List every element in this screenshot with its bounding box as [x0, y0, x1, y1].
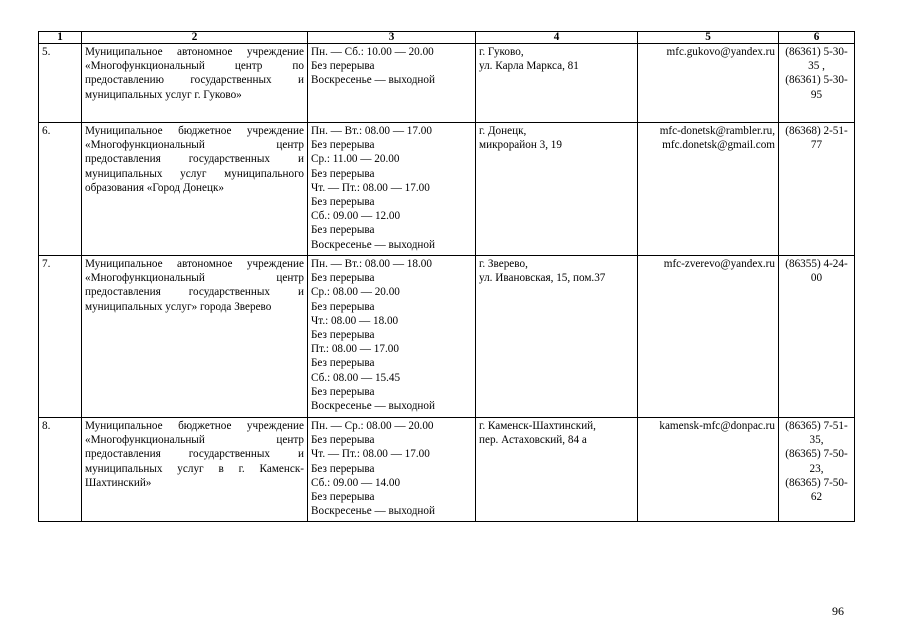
email-cell — [638, 418, 779, 522]
phone-line: (86365) 7-50-23, — [785, 448, 848, 475]
schedule-cell — [308, 418, 476, 522]
column-header: 2 — [82, 32, 308, 44]
schedule-cell — [308, 44, 476, 123]
email-line: mfc-zverevo@yandex.ru — [663, 258, 775, 270]
email-line: mfc.donetsk@gmail.com — [662, 139, 775, 152]
row-number: 5. — [39, 44, 82, 123]
mfc-table — [38, 31, 855, 522]
schedule-line: Чт.: 08.00 — 18.00 — [311, 314, 399, 327]
column-header: 6 — [779, 32, 855, 44]
schedule-line: Воскресенье — выходной — [311, 238, 435, 251]
schedule-line: Ср.: 08.00 — 20.00 — [311, 286, 400, 299]
schedule-line: Пн. — Вт.: 08.00 — 17.00 — [311, 125, 432, 137]
institution-name: Муниципальное автономное учреждение «Многофункциональный центр предоставления государственных и муниципальных услуг» города Зверево — [82, 256, 308, 418]
table-row — [39, 123, 855, 256]
address-cell — [476, 44, 638, 123]
address-cell — [476, 418, 638, 522]
email-line: mfc.gukovo@yandex.ru — [666, 46, 775, 58]
phone-line: (86365) 7-51-35, — [785, 420, 848, 447]
address-line: г. Зверево, — [479, 258, 528, 270]
address-line: пер. Астаховский, 84 а — [479, 434, 587, 447]
email-cell — [638, 44, 779, 123]
address-line: микрорайон 3, 19 — [479, 139, 562, 152]
address-cell — [476, 256, 638, 418]
table-row — [39, 256, 855, 418]
schedule-line: Без перерыва — [311, 300, 375, 313]
column-header: 3 — [308, 32, 476, 44]
table-row — [39, 418, 855, 522]
schedule-line: Сб.: 08.00 — 15.45 — [311, 371, 401, 384]
schedule-line: Сб.: 09.00 — 14.00 — [311, 476, 401, 489]
schedule-line: Пн. — Ср.: 08.00 — 20.00 — [311, 420, 434, 432]
institution-name: Муниципальное бюджетное учреждение «Многофункциональный центр предоставления государственных и муниципальных услуг в г. Каменск-Шахтинский» — [82, 418, 308, 522]
email-cell — [638, 256, 779, 418]
schedule-line: Без перерыва — [311, 272, 375, 285]
header-row — [39, 32, 855, 44]
phone-line: (86355) 4-24-00 — [785, 258, 848, 285]
schedule-line: Без перерыва — [311, 167, 375, 180]
schedule-line: Воскресенье — выходной — [311, 74, 435, 87]
address-line: ул. Карла Маркса, 81 — [479, 60, 579, 73]
schedule-line: Без перерыва — [311, 139, 375, 152]
address-line: г. Каменск-Шахтинский, — [479, 420, 596, 432]
schedule-line: Чт. — Пт.: 08.00 — 17.00 — [311, 448, 430, 461]
schedule-line: Без перерыва — [311, 60, 375, 73]
row-number: 6. — [39, 123, 82, 256]
institution-name: Муниципальное автономное учреждение «Многофункциональный центр по предоставлению государственных и муниципальных услуг г. Гуково» — [82, 44, 308, 123]
column-header: 5 — [638, 32, 779, 44]
email-line: mfc-donetsk@rambler.ru, — [659, 125, 775, 137]
table-row — [39, 44, 855, 123]
phone-cell — [779, 418, 855, 522]
schedule-cell — [308, 123, 476, 256]
schedule-line: Без перерыва — [311, 196, 375, 209]
schedule-line: Пн. — Вт.: 08.00 — 18.00 — [311, 258, 432, 270]
schedule-line: Воскресенье — выходной — [311, 400, 435, 413]
phone-line: (86361) 5-30-95 — [785, 74, 848, 101]
phone-cell — [779, 44, 855, 123]
column-header: 4 — [476, 32, 638, 44]
schedule-line: Без перерыва — [311, 329, 375, 342]
schedule-line: Пн. — Сб.: 10.00 — 20.00 — [311, 46, 434, 58]
address-line: ул. Ивановская, 15, пом.37 — [479, 272, 606, 285]
phone-line: (86361) 5-30-35 , — [785, 46, 848, 73]
address-cell — [476, 123, 638, 256]
schedule-line: Без перерыва — [311, 385, 375, 398]
schedule-cell — [308, 256, 476, 418]
email-line: kamensk-mfc@donpac.ru — [659, 420, 775, 432]
schedule-line: Воскресенье — выходной — [311, 505, 435, 518]
address-line: г. Гуково, — [479, 46, 524, 58]
page-number: 96 — [832, 604, 844, 618]
phone-cell — [779, 123, 855, 256]
schedule-line: Без перерыва — [311, 491, 375, 504]
column-header: 1 — [39, 32, 82, 44]
schedule-line: Сб.: 09.00 — 12.00 — [311, 210, 401, 223]
phone-cell — [779, 256, 855, 418]
schedule-line: Ср.: 11.00 — 20.00 — [311, 153, 400, 166]
row-number: 8. — [39, 418, 82, 522]
schedule-line: Без перерыва — [311, 434, 375, 447]
address-line: г. Донецк, — [479, 125, 527, 137]
schedule-line: Без перерыва — [311, 357, 375, 370]
schedule-line: Без перерыва — [311, 224, 375, 237]
institution-name: Муниципальное бюджетное учреждение «Многофункциональный центр предоставления государственных и муниципальных услуг муниципального образования «Город Донецк» — [82, 123, 308, 256]
schedule-line: Без перерыва — [311, 462, 375, 475]
email-cell — [638, 123, 779, 256]
schedule-line: Чт. — Пт.: 08.00 — 17.00 — [311, 181, 430, 194]
phone-line: (86368) 2-51-77 — [785, 125, 848, 152]
phone-line: (86365) 7-50-62 — [785, 476, 848, 504]
row-number: 7. — [39, 256, 82, 418]
schedule-line: Пт.: 08.00 — 17.00 — [311, 343, 399, 356]
